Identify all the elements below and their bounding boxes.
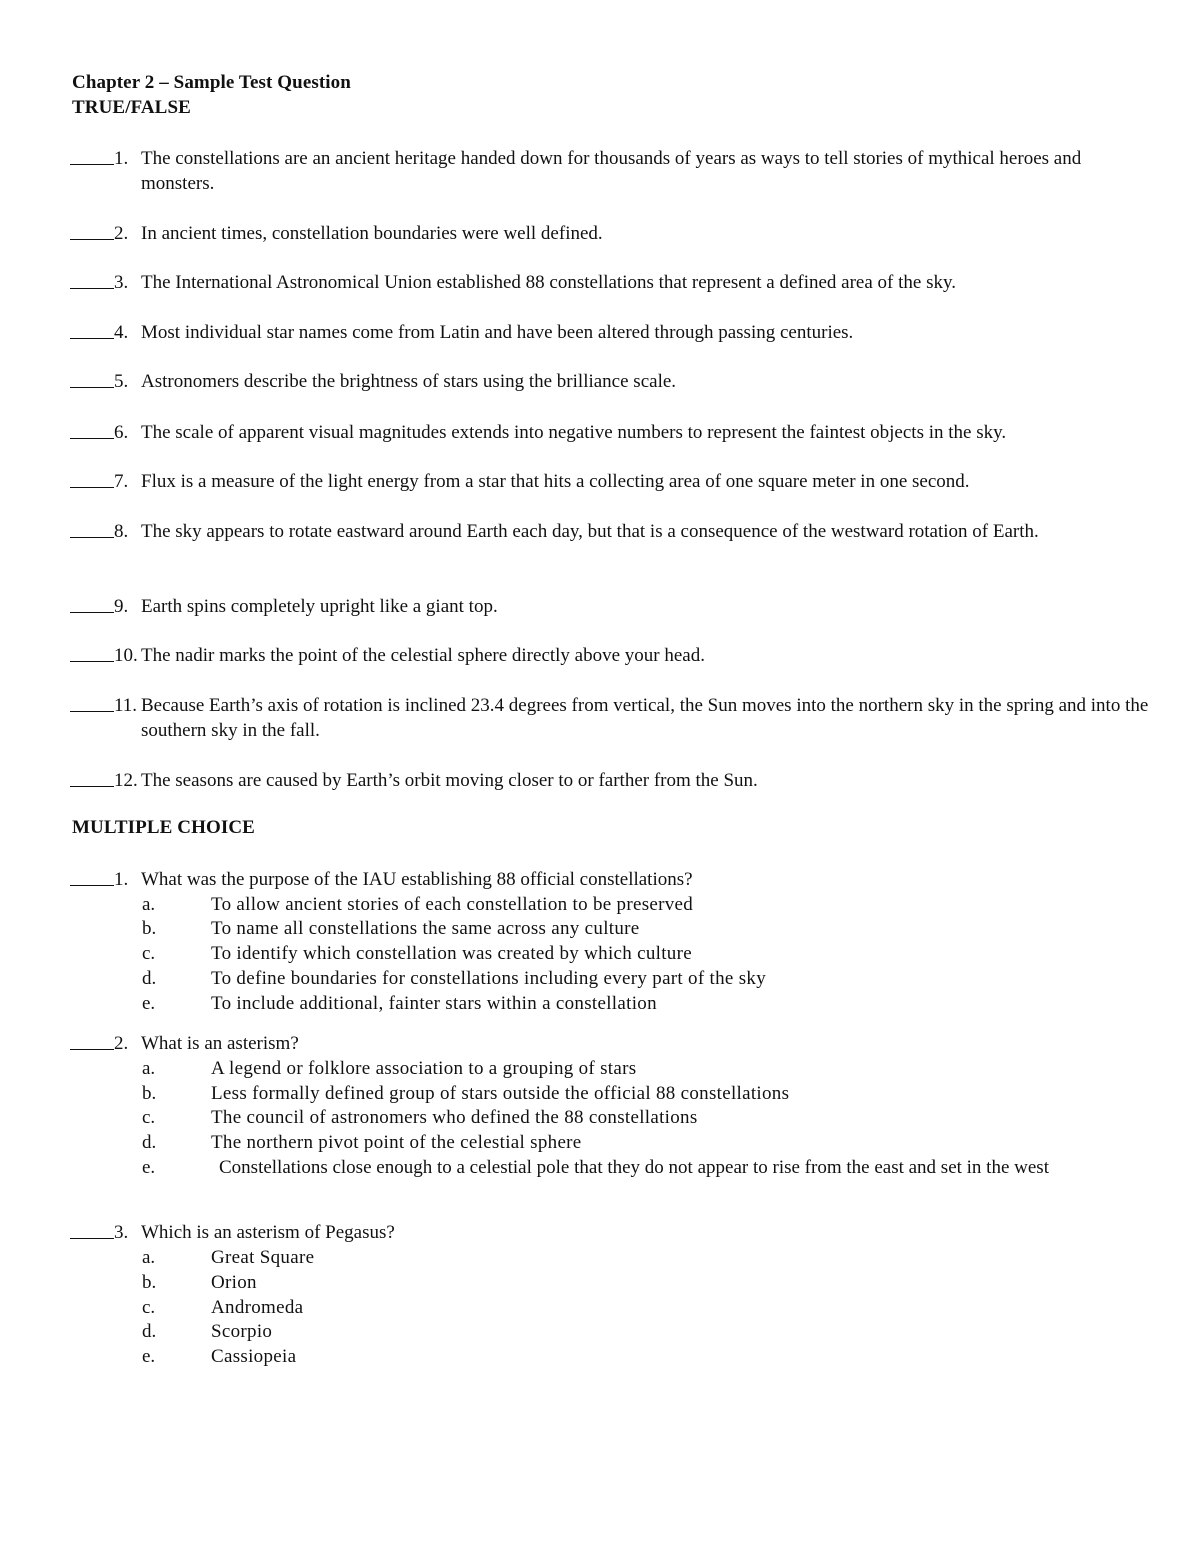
option-letter: b. <box>142 1272 157 1293</box>
question-number: 2. <box>114 223 129 244</box>
answer-blank[interactable] <box>70 519 114 545</box>
mc-question <box>70 1220 1150 1245</box>
tf-question <box>70 693 1150 743</box>
option-text: Less formally defined group of stars outside the official 88 constellations <box>211 1083 790 1104</box>
option-letter: a. <box>142 894 156 915</box>
question-text: The constellations are an ancient heritage handed down for thousands of years as ways to tell stories of mythical heroes and monsters. <box>141 148 1082 194</box>
option-text: To define boundaries for constellations including every part of the sky <box>211 968 766 989</box>
answer-blank[interactable] <box>70 594 114 620</box>
question-number: 3. <box>114 1222 129 1243</box>
tf-question <box>70 594 1150 619</box>
answer-option <box>142 1130 1142 1155</box>
question-text: The International Astronomical Union established 88 constellations that represent a defined area of the sky. <box>141 272 956 293</box>
question-text: The sky appears to rotate eastward around Earth each day, but that is a consequence of the westward rotation of Earth. <box>141 521 1039 542</box>
multiple-choice-heading: MULTIPLE CHOICE <box>72 817 255 838</box>
answer-option <box>142 1344 1142 1369</box>
answer-blank[interactable] <box>70 1031 114 1057</box>
question-text: Most individual star names come from Latin and have been altered through passing centuries. <box>141 322 854 343</box>
answer-blank[interactable] <box>70 768 114 794</box>
question-number: 10. <box>114 645 138 666</box>
mc-question <box>70 1031 1150 1056</box>
question-number: 7. <box>114 471 129 492</box>
answer-blank[interactable] <box>70 420 114 446</box>
question-text: Earth spins completely upright like a giant top. <box>141 596 498 617</box>
question-text: Which is an asterism of Pegasus? <box>141 1222 395 1243</box>
answer-option <box>142 1245 1142 1270</box>
answer-option <box>142 966 1142 991</box>
question-number: 9. <box>114 596 129 617</box>
option-text: Scorpio <box>211 1321 273 1342</box>
answer-option <box>142 1155 1142 1180</box>
tf-question <box>70 643 1150 668</box>
option-text: The council of astronomers who defined the 88 constellations <box>211 1107 698 1128</box>
answer-blank[interactable] <box>70 270 114 296</box>
answer-blank[interactable] <box>70 221 114 247</box>
question-text: In ancient times, constellation boundaries were well defined. <box>141 223 603 244</box>
question-number: 4. <box>114 322 129 343</box>
option-letter: a. <box>142 1058 156 1079</box>
option-text: The northern pivot point of the celestial sphere <box>211 1132 582 1153</box>
answer-option <box>142 1056 1142 1081</box>
answer-option <box>142 1319 1142 1344</box>
question-text: Flux is a measure of the light energy from a star that hits a collecting area of one square meter in one second. <box>141 471 970 492</box>
option-text: To name all constellations the same across any culture <box>211 918 640 939</box>
answer-blank[interactable] <box>70 469 114 495</box>
question-text: Because Earth’s axis of rotation is inclined 23.4 degrees from vertical, the Sun moves into the northern sky in the spring and into the southern sky in the fall. <box>141 695 1149 741</box>
tf-question <box>70 519 1150 544</box>
option-letter: d. <box>142 1321 157 1342</box>
question-text: What was the purpose of the IAU establishing 88 official constellations? <box>141 869 693 890</box>
page-title: Chapter 2 – Sample Test Question <box>72 72 351 93</box>
question-text: Astronomers describe the brightness of stars using the brilliance scale. <box>141 371 677 392</box>
option-letter: d. <box>142 968 157 989</box>
answer-option <box>142 1081 1142 1106</box>
tf-question <box>70 420 1150 445</box>
option-letter: c. <box>142 1107 156 1128</box>
question-number: 3. <box>114 272 129 293</box>
option-text: Great Square <box>211 1247 315 1268</box>
option-letter: e. <box>142 1157 156 1178</box>
question-number: 5. <box>114 371 129 392</box>
question-number: 8. <box>114 521 129 542</box>
answer-blank[interactable] <box>70 693 114 719</box>
mc-question <box>70 867 1150 892</box>
question-number: 12. <box>114 770 138 791</box>
question-text: What is an asterism? <box>141 1033 299 1054</box>
tf-question <box>70 369 1150 394</box>
option-letter: a. <box>142 1247 156 1268</box>
option-text: To allow ancient stories of each constellation to be preserved <box>211 894 694 915</box>
option-letter: c. <box>142 943 156 964</box>
option-text: To identify which constellation was created by which culture <box>211 943 692 964</box>
option-letter: e. <box>142 993 156 1014</box>
question-text: The scale of apparent visual magnitudes extends into negative numbers to represent the faintest objects in the sky. <box>141 422 1007 443</box>
option-text: A legend or folklore association to a grouping of stars <box>211 1058 637 1079</box>
answer-blank[interactable] <box>70 867 114 893</box>
question-number: 1. <box>114 869 129 890</box>
question-number: 1. <box>114 148 129 169</box>
true-false-heading: TRUE/FALSE <box>72 97 191 118</box>
answer-option <box>142 991 1142 1016</box>
option-text: Andromeda <box>211 1297 304 1318</box>
answer-option <box>142 892 1142 917</box>
option-letter: b. <box>142 918 157 939</box>
tf-question <box>70 320 1150 345</box>
answer-option <box>142 1270 1142 1295</box>
option-text: Constellations close enough to a celestial pole that they do not appear to rise from the east and set in the west <box>219 1157 1049 1178</box>
answer-option <box>142 941 1142 966</box>
tf-question <box>70 469 1150 494</box>
option-letter: b. <box>142 1083 157 1104</box>
question-text: The seasons are caused by Earth’s orbit moving closer to or farther from the Sun. <box>141 770 758 791</box>
option-text: Orion <box>211 1272 257 1293</box>
question-text: The nadir marks the point of the celestial sphere directly above your head. <box>141 645 705 666</box>
tf-question <box>70 768 1150 793</box>
answer-blank[interactable] <box>70 643 114 669</box>
answer-blank[interactable] <box>70 320 114 346</box>
answer-option <box>142 1295 1142 1320</box>
answer-blank[interactable] <box>70 369 114 395</box>
question-number: 11. <box>114 695 138 716</box>
option-text: To include additional, fainter stars within a constellation <box>211 993 657 1014</box>
tf-question <box>70 146 1150 196</box>
question-number: 2. <box>114 1033 129 1054</box>
tf-question <box>70 270 1150 295</box>
answer-blank[interactable] <box>70 146 114 172</box>
question-number: 6. <box>114 422 129 443</box>
answer-option <box>142 916 1142 941</box>
answer-blank[interactable] <box>70 1220 114 1246</box>
option-letter: e. <box>142 1346 156 1367</box>
option-letter: d. <box>142 1132 157 1153</box>
option-letter: c. <box>142 1297 156 1318</box>
tf-question <box>70 221 1150 246</box>
option-text: Cassiopeia <box>211 1346 297 1367</box>
answer-option <box>142 1105 1142 1130</box>
